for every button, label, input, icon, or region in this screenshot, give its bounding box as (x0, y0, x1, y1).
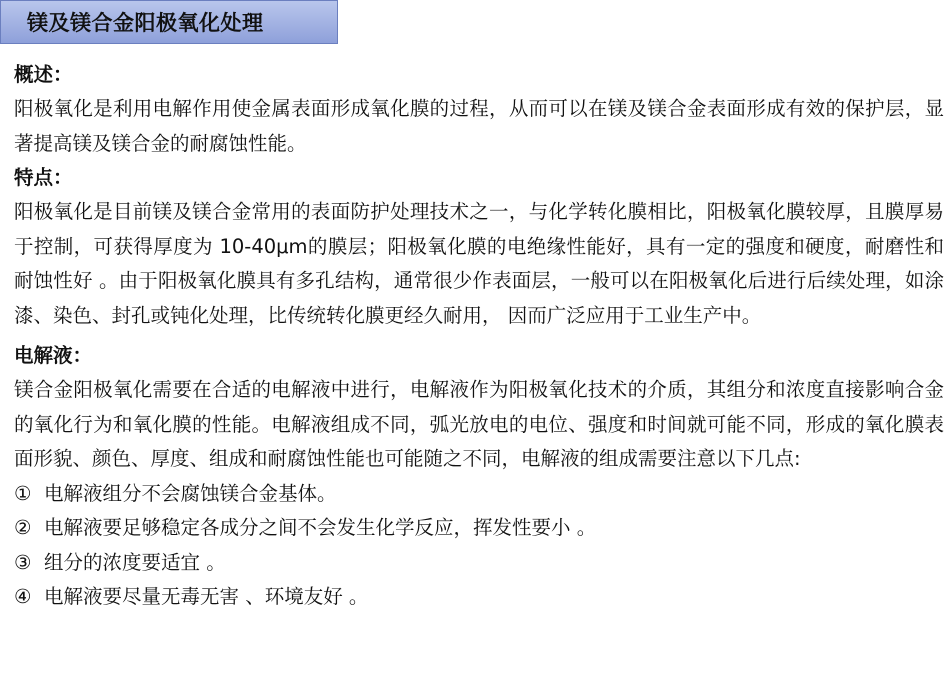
list-number: ③ (14, 550, 32, 574)
list-item (14, 546, 944, 581)
list-number: ② (14, 516, 32, 539)
overview-paragraph: 阳极氧化是利用电解作用使金属表面形成氧化膜的过程，从而可以在镁及镁合金表面形成有效的保护层，显著提高镁及镁合金的耐腐蚀性能。 (14, 97, 944, 155)
electrolyte-paragraph: 镁合金阳极氧化需要在合适的电解液中进行，电解液作为阳极氧化技术的介质，其组分和浓度直接影响合金的氧化行为和氧化膜的性能。电解液组成不同，弧光放电的电位、强度和时间就可能不同，形成的氧化膜表面形貌、颜色、厚度、组成和耐腐蚀性能也可能随之不同，电解液的组成需要注意以下几点: (14, 378, 944, 470)
document-body (14, 58, 944, 615)
list-text: 电解液要尽量无毒无害 、环境友好 。 (44, 585, 369, 608)
features-heading: 特点： (14, 166, 73, 189)
list-text: 电解液要足够稳定各成分之间不会发生化学反应，挥发性要小 。 (44, 516, 597, 539)
list-item (14, 580, 944, 615)
page-title: 镁及镁合金阳极氧化处理 (0, 0, 338, 44)
list-text: 组分的浓度要适宜 。 (44, 550, 226, 574)
features-paragraph: 阳极氧化是目前镁及镁合金常用的表面防护处理技术之一，与化学转化膜相比，阳极氧化膜较厚，且膜厚易于控制，可获得厚度为 10-40μm的膜层；阳极氧化膜的电绝缘性能好，具有一定的强度和硬度，耐磨性和耐蚀性好 。由于阳极氧化膜具有多孔结构，通常很少作表面层，一般可以在阳极氧化后进行后续处理，如涂漆、染色、封孔或钝化处理，比传统转化膜更经久耐用， 因而广泛应用于工业生产中。 (14, 200, 944, 327)
overview-heading: 概述： (14, 63, 73, 86)
list-item (14, 477, 944, 512)
electrolyte-heading: 电解液： (14, 344, 93, 367)
list-number: ④ (14, 585, 32, 608)
list-number: ① (14, 481, 32, 505)
list-text: 电解液组分不会腐蚀镁合金基体。 (44, 481, 337, 505)
list-item (14, 511, 944, 546)
